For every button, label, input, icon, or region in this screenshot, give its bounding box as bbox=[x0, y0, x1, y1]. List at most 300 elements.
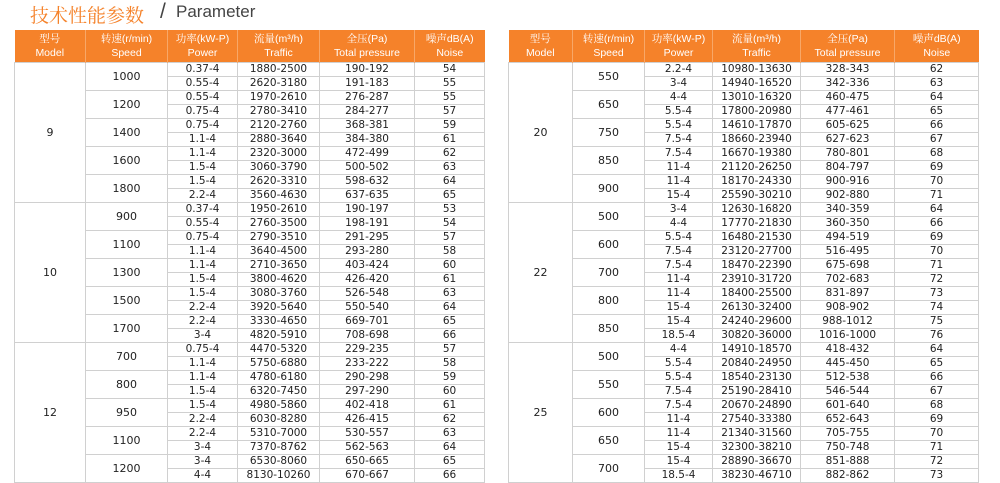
power-cell: 15-4 bbox=[645, 315, 713, 329]
table-row bbox=[15, 287, 485, 301]
power-cell: 0.75-4 bbox=[168, 105, 238, 119]
traffic-cell: 14910-18570 bbox=[713, 343, 801, 357]
noise-cell: 63 bbox=[895, 77, 979, 91]
speed-cell: 650 bbox=[573, 427, 645, 455]
total-pressure-cell: 190-192 bbox=[320, 63, 415, 77]
total-pressure-cell: 460-475 bbox=[801, 91, 895, 105]
noise-cell: 61 bbox=[415, 273, 485, 287]
power-cell: 5.5-4 bbox=[645, 371, 713, 385]
total-pressure-cell: 445-450 bbox=[801, 357, 895, 371]
traffic-cell: 2760-3500 bbox=[238, 217, 320, 231]
power-cell: 1.1-4 bbox=[168, 371, 238, 385]
power-cell: 1.1-4 bbox=[168, 245, 238, 259]
power-cell: 0.55-4 bbox=[168, 217, 238, 231]
traffic-cell: 2620-3310 bbox=[238, 175, 320, 189]
speed-cell: 600 bbox=[573, 231, 645, 259]
total-pressure-cell: 384-380 bbox=[320, 133, 415, 147]
table-row bbox=[509, 119, 979, 133]
traffic-cell: 2120-2760 bbox=[238, 119, 320, 133]
power-cell: 18.5-4 bbox=[645, 329, 713, 343]
traffic-cell: 5310-7000 bbox=[238, 427, 320, 441]
noise-cell: 59 bbox=[415, 371, 485, 385]
power-cell: 11-4 bbox=[645, 413, 713, 427]
noise-cell: 62 bbox=[415, 413, 485, 427]
traffic-cell: 8130-10260 bbox=[238, 469, 320, 483]
title-english: Parameter bbox=[176, 2, 256, 21]
model-cell: 20 bbox=[509, 63, 573, 203]
total-pressure-cell: 1016-1000 bbox=[801, 329, 895, 343]
total-pressure-cell: 530-557 bbox=[320, 427, 415, 441]
total-pressure-cell: 276-287 bbox=[320, 91, 415, 105]
total-pressure-cell: 526-548 bbox=[320, 287, 415, 301]
header-total-pressure: 全压(Pa) Total pressure bbox=[801, 30, 895, 63]
total-pressure-cell: 328-343 bbox=[801, 63, 895, 77]
power-cell: 2.2-4 bbox=[168, 301, 238, 315]
traffic-cell: 27540-33380 bbox=[713, 413, 801, 427]
noise-cell: 60 bbox=[415, 385, 485, 399]
traffic-cell: 6320-7450 bbox=[238, 385, 320, 399]
power-cell: 15-4 bbox=[645, 301, 713, 315]
power-cell: 1.5-4 bbox=[168, 161, 238, 175]
noise-cell: 59 bbox=[415, 119, 485, 133]
power-cell: 0.37-4 bbox=[168, 63, 238, 77]
total-pressure-cell: 708-698 bbox=[320, 329, 415, 343]
noise-cell: 69 bbox=[895, 161, 979, 175]
traffic-cell: 20670-24890 bbox=[713, 399, 801, 413]
power-cell: 4-4 bbox=[645, 91, 713, 105]
traffic-cell: 10980-13630 bbox=[713, 63, 801, 77]
total-pressure-cell: 342-336 bbox=[801, 77, 895, 91]
noise-cell: 62 bbox=[895, 63, 979, 77]
table-row bbox=[15, 427, 485, 441]
noise-cell: 57 bbox=[415, 343, 485, 357]
table-row bbox=[15, 119, 485, 133]
noise-cell: 64 bbox=[415, 441, 485, 455]
traffic-cell: 14940-16520 bbox=[713, 77, 801, 91]
total-pressure-cell: 902-880 bbox=[801, 189, 895, 203]
header-traffic: 流量(m³/h) Traffic bbox=[238, 30, 320, 63]
total-pressure-cell: 882-862 bbox=[801, 469, 895, 483]
noise-cell: 74 bbox=[895, 301, 979, 315]
speed-cell: 1000 bbox=[86, 63, 168, 91]
traffic-cell: 18660-23940 bbox=[713, 133, 801, 147]
traffic-cell: 26130-32400 bbox=[713, 301, 801, 315]
speed-cell: 650 bbox=[573, 91, 645, 119]
table-row bbox=[509, 315, 979, 329]
header-traffic: 流量(m³/h) Traffic bbox=[713, 30, 801, 63]
total-pressure-cell: 601-640 bbox=[801, 399, 895, 413]
power-cell: 11-4 bbox=[645, 161, 713, 175]
model-cell: 12 bbox=[15, 343, 86, 483]
traffic-cell: 3800-4620 bbox=[238, 273, 320, 287]
noise-cell: 64 bbox=[895, 203, 979, 217]
speed-cell: 1500 bbox=[86, 287, 168, 315]
power-cell: 18.5-4 bbox=[645, 469, 713, 483]
speed-cell: 850 bbox=[573, 315, 645, 343]
power-cell: 0.75-4 bbox=[168, 119, 238, 133]
speed-cell: 1400 bbox=[86, 119, 168, 147]
header-noise: 噪声dB(A) Noise bbox=[415, 30, 485, 63]
noise-cell: 65 bbox=[895, 105, 979, 119]
noise-cell: 66 bbox=[895, 217, 979, 231]
table-row bbox=[15, 203, 485, 217]
noise-cell: 57 bbox=[415, 105, 485, 119]
noise-cell: 70 bbox=[895, 427, 979, 441]
table-row bbox=[15, 455, 485, 469]
noise-cell: 58 bbox=[415, 245, 485, 259]
table-row bbox=[509, 399, 979, 413]
speed-cell: 1100 bbox=[86, 427, 168, 455]
power-cell: 11-4 bbox=[645, 427, 713, 441]
traffic-cell: 24240-29600 bbox=[713, 315, 801, 329]
power-cell: 2.2-4 bbox=[645, 63, 713, 77]
traffic-cell: 21120-26250 bbox=[713, 161, 801, 175]
model-cell: 10 bbox=[15, 203, 86, 343]
table-row bbox=[509, 455, 979, 469]
speed-cell: 550 bbox=[573, 63, 645, 91]
noise-cell: 67 bbox=[895, 385, 979, 399]
traffic-cell: 4980-5860 bbox=[238, 399, 320, 413]
power-cell: 3-4 bbox=[168, 441, 238, 455]
table-row bbox=[15, 343, 485, 357]
table-row bbox=[509, 203, 979, 217]
traffic-cell: 2320-3000 bbox=[238, 147, 320, 161]
noise-cell: 71 bbox=[895, 441, 979, 455]
total-pressure-cell: 562-563 bbox=[320, 441, 415, 455]
noise-cell: 66 bbox=[895, 119, 979, 133]
header-noise: 噪声dB(A) Noise bbox=[895, 30, 979, 63]
traffic-cell: 1970-2610 bbox=[238, 91, 320, 105]
total-pressure-cell: 627-623 bbox=[801, 133, 895, 147]
power-cell: 1.5-4 bbox=[168, 399, 238, 413]
total-pressure-cell: 605-625 bbox=[801, 119, 895, 133]
noise-cell: 76 bbox=[895, 329, 979, 343]
traffic-cell: 13010-16320 bbox=[713, 91, 801, 105]
table-row bbox=[509, 371, 979, 385]
total-pressure-cell: 402-418 bbox=[320, 399, 415, 413]
noise-cell: 73 bbox=[895, 469, 979, 483]
total-pressure-cell: 229-235 bbox=[320, 343, 415, 357]
header-power: 功率(kW-P) Power bbox=[645, 30, 713, 63]
total-pressure-cell: 198-191 bbox=[320, 217, 415, 231]
power-cell: 1.1-4 bbox=[168, 133, 238, 147]
total-pressure-cell: 293-280 bbox=[320, 245, 415, 259]
total-pressure-cell: 340-359 bbox=[801, 203, 895, 217]
total-pressure-cell: 550-540 bbox=[320, 301, 415, 315]
parameter-table-left bbox=[14, 30, 485, 483]
table-row bbox=[509, 231, 979, 245]
power-cell: 7.5-4 bbox=[645, 259, 713, 273]
power-cell: 0.55-4 bbox=[168, 91, 238, 105]
total-pressure-cell: 190-197 bbox=[320, 203, 415, 217]
total-pressure-cell: 780-801 bbox=[801, 147, 895, 161]
traffic-cell: 21340-31560 bbox=[713, 427, 801, 441]
noise-cell: 54 bbox=[415, 63, 485, 77]
total-pressure-cell: 908-902 bbox=[801, 301, 895, 315]
total-pressure-cell: 477-461 bbox=[801, 105, 895, 119]
traffic-cell: 3640-4500 bbox=[238, 245, 320, 259]
power-cell: 3-4 bbox=[168, 455, 238, 469]
total-pressure-cell: 290-298 bbox=[320, 371, 415, 385]
traffic-cell: 1880-2500 bbox=[238, 63, 320, 77]
total-pressure-cell: 500-502 bbox=[320, 161, 415, 175]
noise-cell: 70 bbox=[895, 245, 979, 259]
power-cell: 4-4 bbox=[168, 469, 238, 483]
header-row bbox=[509, 30, 979, 63]
speed-cell: 950 bbox=[86, 399, 168, 427]
total-pressure-cell: 368-381 bbox=[320, 119, 415, 133]
traffic-cell: 6030-8280 bbox=[238, 413, 320, 427]
power-cell: 2.2-4 bbox=[168, 189, 238, 203]
speed-cell: 550 bbox=[573, 371, 645, 399]
page-header bbox=[0, 0, 1000, 28]
power-cell: 0.37-4 bbox=[168, 203, 238, 217]
noise-cell: 66 bbox=[415, 329, 485, 343]
traffic-cell: 3560-4630 bbox=[238, 189, 320, 203]
power-cell: 15-4 bbox=[645, 441, 713, 455]
speed-cell: 500 bbox=[573, 203, 645, 231]
total-pressure-cell: 705-755 bbox=[801, 427, 895, 441]
power-cell: 3-4 bbox=[645, 203, 713, 217]
power-cell: 1.5-4 bbox=[168, 175, 238, 189]
traffic-cell: 25190-28410 bbox=[713, 385, 801, 399]
title-separator: / bbox=[160, 0, 166, 23]
speed-cell: 750 bbox=[573, 119, 645, 147]
total-pressure-cell: 669-701 bbox=[320, 315, 415, 329]
table-row bbox=[509, 147, 979, 161]
noise-cell: 64 bbox=[415, 175, 485, 189]
total-pressure-cell: 516-495 bbox=[801, 245, 895, 259]
power-cell: 5.5-4 bbox=[645, 105, 713, 119]
header-speed: 转速(r/min) Speed bbox=[86, 30, 168, 63]
speed-cell: 850 bbox=[573, 147, 645, 175]
total-pressure-cell: 650-665 bbox=[320, 455, 415, 469]
traffic-cell: 17800-20980 bbox=[713, 105, 801, 119]
power-cell: 0.75-4 bbox=[168, 343, 238, 357]
traffic-cell: 17770-21830 bbox=[713, 217, 801, 231]
table-row bbox=[15, 147, 485, 161]
noise-cell: 64 bbox=[895, 91, 979, 105]
noise-cell: 69 bbox=[895, 413, 979, 427]
total-pressure-cell: 804-797 bbox=[801, 161, 895, 175]
speed-cell: 700 bbox=[573, 455, 645, 483]
traffic-cell: 25590-30210 bbox=[713, 189, 801, 203]
power-cell: 1.1-4 bbox=[168, 147, 238, 161]
noise-cell: 65 bbox=[895, 357, 979, 371]
total-pressure-cell: 360-350 bbox=[801, 217, 895, 231]
noise-cell: 58 bbox=[415, 357, 485, 371]
traffic-cell: 12630-16820 bbox=[713, 203, 801, 217]
speed-cell: 1600 bbox=[86, 147, 168, 175]
noise-cell: 63 bbox=[415, 287, 485, 301]
noise-cell: 53 bbox=[415, 203, 485, 217]
speed-cell: 900 bbox=[86, 203, 168, 231]
traffic-cell: 18400-25500 bbox=[713, 287, 801, 301]
total-pressure-cell: 546-544 bbox=[801, 385, 895, 399]
noise-cell: 57 bbox=[415, 231, 485, 245]
header-power: 功率(kW-P) Power bbox=[168, 30, 238, 63]
noise-cell: 54 bbox=[415, 217, 485, 231]
power-cell: 7.5-4 bbox=[645, 385, 713, 399]
traffic-cell: 3330-4650 bbox=[238, 315, 320, 329]
table-row bbox=[509, 343, 979, 357]
table-row bbox=[509, 175, 979, 189]
power-cell: 0.55-4 bbox=[168, 77, 238, 91]
power-cell: 2.2-4 bbox=[168, 413, 238, 427]
noise-cell: 71 bbox=[895, 189, 979, 203]
noise-cell: 55 bbox=[415, 77, 485, 91]
speed-cell: 1200 bbox=[86, 455, 168, 483]
noise-cell: 63 bbox=[415, 427, 485, 441]
noise-cell: 64 bbox=[415, 301, 485, 315]
noise-cell: 63 bbox=[415, 161, 485, 175]
total-pressure-cell: 652-643 bbox=[801, 413, 895, 427]
traffic-cell: 23910-31720 bbox=[713, 273, 801, 287]
total-pressure-cell: 637-635 bbox=[320, 189, 415, 203]
speed-cell: 900 bbox=[573, 175, 645, 203]
power-cell: 5.5-4 bbox=[645, 357, 713, 371]
table-row bbox=[509, 259, 979, 273]
power-cell: 4-4 bbox=[645, 343, 713, 357]
traffic-cell: 3080-3760 bbox=[238, 287, 320, 301]
traffic-cell: 20840-24950 bbox=[713, 357, 801, 371]
table-row bbox=[509, 287, 979, 301]
table-row bbox=[15, 175, 485, 189]
table-row bbox=[15, 259, 485, 273]
model-cell: 25 bbox=[509, 343, 573, 483]
power-cell: 0.75-4 bbox=[168, 231, 238, 245]
speed-cell: 700 bbox=[573, 259, 645, 287]
traffic-cell: 4470-5320 bbox=[238, 343, 320, 357]
header-speed: 转速(r/min) Speed bbox=[573, 30, 645, 63]
traffic-cell: 3060-3790 bbox=[238, 161, 320, 175]
traffic-cell: 4780-6180 bbox=[238, 371, 320, 385]
total-pressure-cell: 670-667 bbox=[320, 469, 415, 483]
table-row bbox=[15, 371, 485, 385]
noise-cell: 65 bbox=[415, 189, 485, 203]
power-cell: 15-4 bbox=[645, 189, 713, 203]
power-cell: 1.5-4 bbox=[168, 287, 238, 301]
total-pressure-cell: 426-420 bbox=[320, 273, 415, 287]
noise-cell: 64 bbox=[895, 343, 979, 357]
power-cell: 3-4 bbox=[645, 77, 713, 91]
noise-cell: 61 bbox=[415, 133, 485, 147]
total-pressure-cell: 472-499 bbox=[320, 147, 415, 161]
model-cell: 9 bbox=[15, 63, 86, 203]
total-pressure-cell: 291-295 bbox=[320, 231, 415, 245]
speed-cell: 800 bbox=[573, 287, 645, 315]
traffic-cell: 32300-38210 bbox=[713, 441, 801, 455]
table-row bbox=[15, 399, 485, 413]
traffic-cell: 28890-36670 bbox=[713, 455, 801, 469]
noise-cell: 61 bbox=[415, 399, 485, 413]
speed-cell: 500 bbox=[573, 343, 645, 371]
traffic-cell: 2710-3650 bbox=[238, 259, 320, 273]
traffic-cell: 1950-2610 bbox=[238, 203, 320, 217]
power-cell: 5.5-4 bbox=[645, 119, 713, 133]
traffic-cell: 3920-5640 bbox=[238, 301, 320, 315]
total-pressure-cell: 598-632 bbox=[320, 175, 415, 189]
traffic-cell: 2790-3510 bbox=[238, 231, 320, 245]
traffic-cell: 5750-6880 bbox=[238, 357, 320, 371]
traffic-cell: 23120-27700 bbox=[713, 245, 801, 259]
total-pressure-cell: 426-415 bbox=[320, 413, 415, 427]
noise-cell: 68 bbox=[895, 399, 979, 413]
noise-cell: 70 bbox=[895, 175, 979, 189]
total-pressure-cell: 750-748 bbox=[801, 441, 895, 455]
noise-cell: 75 bbox=[895, 315, 979, 329]
noise-cell: 66 bbox=[415, 469, 485, 483]
power-cell: 1.1-4 bbox=[168, 357, 238, 371]
table-row bbox=[509, 427, 979, 441]
power-cell: 2.2-4 bbox=[168, 427, 238, 441]
traffic-cell: 18170-24330 bbox=[713, 175, 801, 189]
power-cell: 3-4 bbox=[168, 329, 238, 343]
noise-cell: 67 bbox=[895, 133, 979, 147]
table-row bbox=[15, 231, 485, 245]
total-pressure-cell: 297-290 bbox=[320, 385, 415, 399]
speed-cell: 600 bbox=[573, 399, 645, 427]
noise-cell: 69 bbox=[895, 231, 979, 245]
total-pressure-cell: 675-698 bbox=[801, 259, 895, 273]
total-pressure-cell: 233-222 bbox=[320, 357, 415, 371]
parameter-table-right bbox=[508, 30, 979, 483]
power-cell: 7.5-4 bbox=[645, 245, 713, 259]
power-cell: 1.5-4 bbox=[168, 273, 238, 287]
noise-cell: 62 bbox=[415, 147, 485, 161]
traffic-cell: 2620-3180 bbox=[238, 77, 320, 91]
table-row bbox=[509, 91, 979, 105]
power-cell: 11-4 bbox=[645, 287, 713, 301]
noise-cell: 72 bbox=[895, 273, 979, 287]
traffic-cell: 16480-21530 bbox=[713, 231, 801, 245]
power-cell: 11-4 bbox=[645, 273, 713, 287]
noise-cell: 68 bbox=[895, 147, 979, 161]
speed-cell: 1100 bbox=[86, 231, 168, 259]
power-cell: 15-4 bbox=[645, 455, 713, 469]
traffic-cell: 18470-22390 bbox=[713, 259, 801, 273]
total-pressure-cell: 494-519 bbox=[801, 231, 895, 245]
power-cell: 7.5-4 bbox=[645, 133, 713, 147]
total-pressure-cell: 831-897 bbox=[801, 287, 895, 301]
speed-cell: 700 bbox=[86, 343, 168, 371]
speed-cell: 1300 bbox=[86, 259, 168, 287]
traffic-cell: 7370-8762 bbox=[238, 441, 320, 455]
power-cell: 7.5-4 bbox=[645, 399, 713, 413]
total-pressure-cell: 191-183 bbox=[320, 77, 415, 91]
power-cell: 1.1-4 bbox=[168, 259, 238, 273]
total-pressure-cell: 284-277 bbox=[320, 105, 415, 119]
noise-cell: 66 bbox=[895, 371, 979, 385]
speed-cell: 800 bbox=[86, 371, 168, 399]
noise-cell: 55 bbox=[415, 91, 485, 105]
power-cell: 2.2-4 bbox=[168, 315, 238, 329]
header-row bbox=[15, 30, 485, 63]
total-pressure-cell: 418-432 bbox=[801, 343, 895, 357]
noise-cell: 71 bbox=[895, 259, 979, 273]
model-cell: 22 bbox=[509, 203, 573, 343]
power-cell: 7.5-4 bbox=[645, 147, 713, 161]
traffic-cell: 16670-19380 bbox=[713, 147, 801, 161]
total-pressure-cell: 702-683 bbox=[801, 273, 895, 287]
title-chinese: 技术性能参数 bbox=[30, 5, 145, 27]
traffic-cell: 38230-46710 bbox=[713, 469, 801, 483]
total-pressure-cell: 512-538 bbox=[801, 371, 895, 385]
speed-cell: 1200 bbox=[86, 91, 168, 119]
total-pressure-cell: 403-424 bbox=[320, 259, 415, 273]
traffic-cell: 2780-3410 bbox=[238, 105, 320, 119]
noise-cell: 65 bbox=[415, 455, 485, 469]
